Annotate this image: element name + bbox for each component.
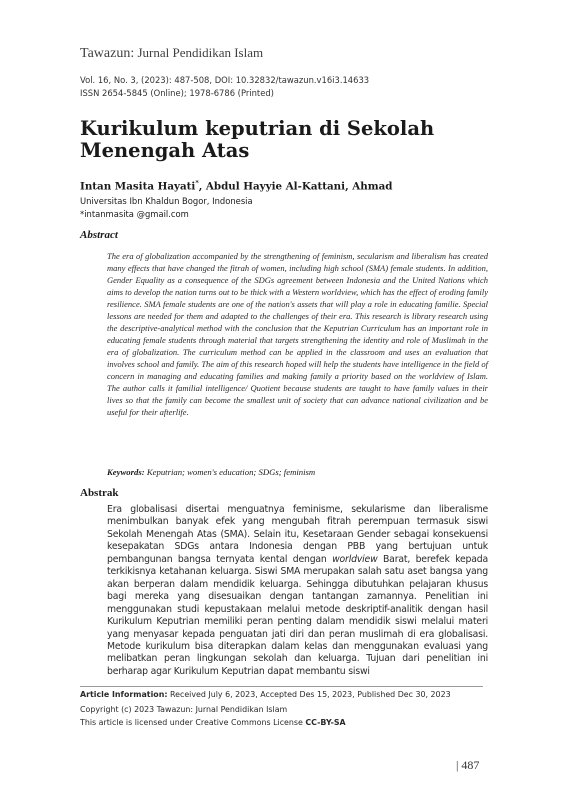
page-number — [456, 758, 479, 773]
copyright-line: Copyright (c) 2023 Tawazun: Jurnal Pendidikan Islam — [80, 705, 288, 714]
abstrak-text — [107, 504, 488, 678]
article-info-label: Article Information: — [80, 690, 168, 699]
author-email: *intanmasita @gmail.com — [80, 209, 189, 219]
journal-subtitle: Jurnal Pendidikan Islam — [137, 45, 264, 60]
authors-rest: , Abdul Hayyie Al-Kattani, Ahmad — [198, 180, 393, 193]
abstract-en-heading: Abstract — [80, 229, 118, 241]
license-text: This article is licensed under Creative Commons License — [80, 718, 306, 727]
abstrak-italic-term: worldview — [332, 553, 378, 565]
journal-name — [80, 45, 263, 62]
page-separator: | — [456, 758, 459, 772]
license-line — [80, 718, 346, 727]
corresponding-mark: * — [195, 179, 199, 187]
affiliation: Universitas Ibn Khaldun Bogor, Indonesia — [80, 196, 253, 206]
article-info-dates: Received July 6, 2023, Accepted Des 15, 2023, Published Dec 30, 2023 — [167, 690, 451, 699]
keywords-list: Keputrian; women's education; SDGs; feminism — [144, 467, 316, 477]
issn-line: ISSN 2654-5845 (Online); 1978-6786 (Printed) — [80, 88, 274, 98]
abstrak-heading: Abstrak — [80, 487, 119, 499]
journal-title: Tawazun: — [80, 46, 135, 61]
abstrak-text-part-2: Barat, berefek kepada terkikisnya ketahanan keluarga. Siswi SMA merupakan salah satu aset bangsa yang akan berperan dalam mendidik keluarga. Sehingga dibutuhkan pelajaran khusus bagi mereka yang disesuaikan dengan tantangan zamannya. Penelitian ini menggunakan studi kepustakaan melalui metode deskriptif-analitik dengan hasil Kurikulum Keputrian memiliki peran penting dalam mendidik siswi melalui materi yang menyasar kepada penguatan jati diri dan peran muslimah di era globalisasi. Metode kurikulum bisa diterapkan dalam kelas dan menggunakan evaluasi yang melibatkan peran lingkungan sekolah dan keluarga. Tujuan dari penelitian ini berharap agar Kurikulum Keputrian dapat membantu siswi — [107, 553, 489, 677]
footer-divider — [80, 686, 483, 687]
volume-doi-line: Vol. 16, No. 3, (2023): 487-508, DOI: 10.32832/tawazun.v16i3.14633 — [80, 75, 370, 85]
abstrak-text-part-1: Era globalisasi disertai menguatnya feminisme, sekularisme dan liberalisme menimbulkan banyak efek yang mengubah fitrah perempuan termasuk siswi Sekolah Menengah Atas (SMA). Selain itu, Kesetaraan Gender sebagai konsekuensi kesepakatan SDGs antara Indonesia dengan PBB yang bertujuan untuk pembangunan bangsa ternyata kental dengan — [107, 504, 488, 565]
article-information — [80, 690, 451, 699]
keywords-line — [107, 467, 488, 477]
article-title: Kurikulum keputrian di Sekolah Menengah Atas — [80, 117, 435, 162]
abstract-en-text: The era of globalization accompanied by the strengthening of feminism, secularism and liberalism has created many effects that have changed the fitrah of women, including high school (SMA) female students. In addition, Gender Equality as a consequence of the SDGs agreement between Indonesia and the United Nations which aims to develop the nation turns out to be thick with a Western worldview, which has the effect of eroding family resilience. SMA female students are one of the nation's assets that will play a role in educating familie. Special lessons are needed for them and adapted to the challenges of their era. This research is library research using the descriptive-analytical method with the conclusion that the Keputrian Curriculum has an important role in educating female students through material that targets strengthening the identity and role of Muslimah in the era of globalization. The curriculum method can be applied in the classroom and uses an evaluation that involves school and family. The aim of this research hoped will help the students have intelligence in the field of concern in managing and educating families and making family a priority based on the worldview of Islam. The author calls it familial intelligence/ Quotient because students are taught to have family values in their lives so that the family can become the smallest unit of society that can advance national civilization and be useful for their afterlife. — [107, 251, 488, 418]
author-list — [80, 179, 392, 192]
page-number-value: 487 — [461, 758, 480, 772]
author-1: Intan Masita Hayati — [80, 180, 196, 193]
keywords-label: Keywords: — [107, 467, 145, 477]
license-name: CC-BY-SA — [305, 718, 346, 727]
